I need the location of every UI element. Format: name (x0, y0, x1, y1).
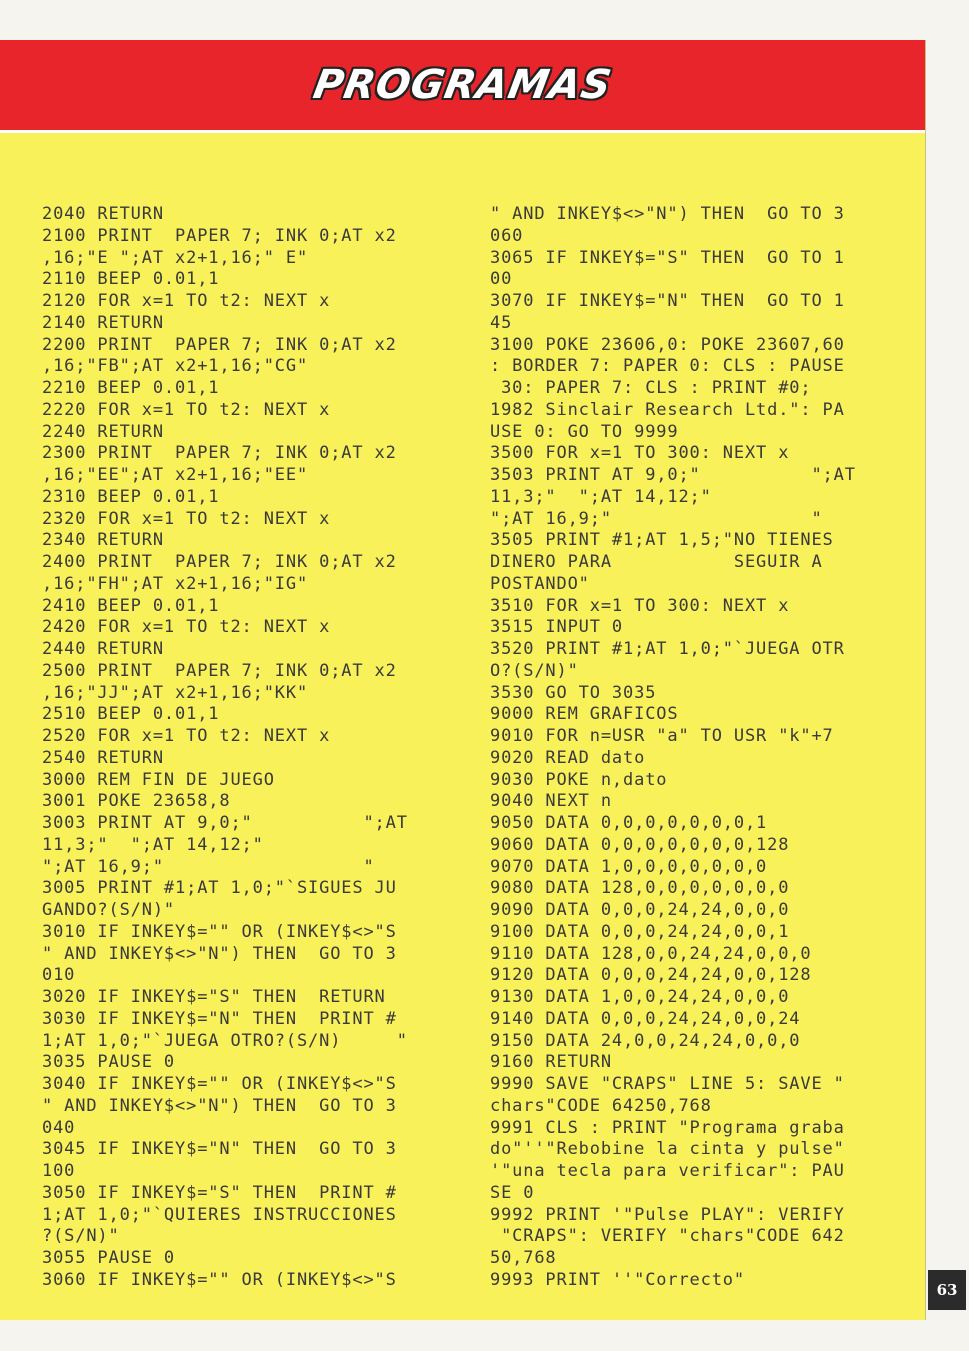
code-line: 2540 RETURN (42, 747, 164, 768)
code-line: 2100 PRINT PAPER 7; INK 0;AT x2 (42, 225, 397, 246)
magazine-page (0, 40, 926, 1320)
code-line: 3055 PAUSE 0 (42, 1248, 176, 1268)
code-line: 9040 NEXT n (490, 791, 612, 812)
code-line: 9050 DATA 0,0,0,0,0,0,0,1 (490, 813, 768, 833)
code-line: 9991 CLS : PRINT "Programa graba (490, 1117, 845, 1138)
code-line: 3100 POKE 23606,0: POKE 23607,60 (490, 334, 845, 355)
code-line: 1;AT 1,0;"`QUIERES INSTRUCCIONES (42, 1204, 397, 1225)
code-line: 30: PAPER 7: CLS : PRINT #0; (490, 378, 812, 398)
code-line: 9120 DATA 0,0,0,24,24,0,0,128 (490, 965, 812, 986)
code-line: 3040 IF INKEY$="" OR (INKEY$<>"S (42, 1074, 397, 1094)
code-line: ";AT 16,9;" " (42, 856, 375, 877)
code-line: 9140 DATA 0,0,0,24,24,0,0,24 (490, 1008, 801, 1029)
code-line: 3503 PRINT AT 9,0;" ";AT (490, 465, 856, 485)
code-line: 50,768 (490, 1248, 557, 1268)
code-line: USE 0: GO TO 9999 (490, 421, 679, 442)
code-line: : BORDER 7: PAPER 0: CLS : PAUSE (490, 356, 845, 377)
code-line: chars"CODE 64250,768 (490, 1095, 712, 1116)
listing-column-right (490, 204, 915, 1292)
code-line: 9130 DATA 1,0,0,24,24,0,0,0 (490, 987, 790, 1007)
code-line: 9030 POKE n,dato (490, 769, 668, 790)
code-line: 2340 RETURN (42, 530, 164, 551)
code-line: 2200 PRINT PAPER 7; INK 0;AT x2 (42, 334, 397, 355)
code-line: 100 (42, 1161, 76, 1181)
code-line: 3005 PRINT #1;AT 1,0;"`SIGUES JU (42, 878, 397, 899)
code-line: '"una tecla para verificar": PAU (490, 1161, 845, 1181)
code-line: 010 (42, 965, 76, 986)
section-title: PROGRAMAS (309, 62, 616, 108)
code-line: 2410 BEEP 0.01,1 (42, 595, 220, 616)
code-line: 9990 SAVE "CRAPS" LINE 5: SAVE " (490, 1074, 845, 1094)
code-line: 3520 PRINT #1;AT 1,0;"`JUEGA OTR (490, 639, 845, 659)
page-number: 63 (928, 1270, 966, 1310)
code-line: 45 (490, 312, 513, 333)
code-line: "CRAPS": VERIFY "chars"CODE 642 (490, 1226, 845, 1247)
code-line: 11,3;" ";AT 14,12;" (490, 486, 712, 507)
code-line: 3000 REM FIN DE JUEGO (42, 769, 275, 790)
code-line: ,16;"FB";AT x2+1,16;"CG" (42, 356, 309, 377)
code-line: GANDO?(S/N)" (42, 900, 176, 920)
code-line: 2520 FOR x=1 TO t2: NEXT x (42, 726, 331, 746)
code-line: 2420 FOR x=1 TO t2: NEXT x (42, 617, 331, 638)
code-line: 9060 DATA 0,0,0,0,0,0,0,128 (490, 834, 790, 855)
code-line: 1982 Sinclair Research Ltd.": PA (490, 399, 845, 420)
code-line: 2210 BEEP 0.01,1 (42, 378, 220, 398)
code-line: 3510 FOR x=1 TO 300: NEXT x (490, 595, 790, 616)
code-line: 060 (490, 225, 524, 246)
code-line: 2440 RETURN (42, 639, 164, 659)
code-line: 1;AT 1,0;"`JUEGA OTRO?(S/N) " (42, 1030, 408, 1051)
code-line: 9992 PRINT '"Pulse PLAY": VERIFY (490, 1204, 845, 1225)
code-line: 2320 FOR x=1 TO t2: NEXT x (42, 508, 331, 529)
code-line: do"''"Rebobine la cinta y pulse" (490, 1139, 845, 1160)
code-line: 2220 FOR x=1 TO t2: NEXT x (42, 399, 331, 420)
code-line: 2120 FOR x=1 TO t2: NEXT x (42, 291, 331, 311)
code-line: 2500 PRINT PAPER 7; INK 0;AT x2 (42, 660, 397, 681)
code-line: 2510 BEEP 0.01,1 (42, 704, 220, 725)
code-line: O?(S/N)" (490, 660, 579, 681)
code-line: ,16;"FH";AT x2+1,16;"IG" (42, 573, 309, 594)
code-line: 9150 DATA 24,0,0,24,24,0,0,0 (490, 1030, 801, 1051)
code-line: 2310 BEEP 0.01,1 (42, 486, 220, 507)
code-line: 3500 FOR x=1 TO 300: NEXT x (490, 443, 790, 464)
code-line: ,16;"EE";AT x2+1,16;"EE" (42, 465, 309, 485)
code-line: ";AT 16,9;" " (490, 508, 823, 529)
code-line: 9110 DATA 128,0,0,24,24,0,0,0 (490, 943, 812, 964)
code-line: 3060 IF INKEY$="" OR (INKEY$<>"S (42, 1269, 397, 1290)
code-line: 3065 IF INKEY$="S" THEN GO TO 1 (490, 247, 845, 268)
code-line: SE 0 (490, 1182, 535, 1203)
code-line: ,16;"E ";AT x2+1,16;" E" (42, 247, 309, 268)
code-line: 040 (42, 1117, 76, 1138)
code-line: 9070 DATA 1,0,0,0,0,0,0,0 (490, 856, 768, 877)
code-line: 11,3;" ";AT 14,12;" (42, 834, 264, 855)
code-line: 9993 PRINT ''"Correcto" (490, 1269, 745, 1290)
listing-column-left (42, 204, 462, 1292)
code-line: 3003 PRINT AT 9,0;" ";AT (42, 813, 408, 833)
code-line: 3020 IF INKEY$="S" THEN RETURN (42, 987, 386, 1007)
code-line: " AND INKEY$<>"N") THEN GO TO 3 (490, 204, 845, 224)
code-line: 3530 GO TO 3035 (490, 682, 657, 703)
code-line: 2400 PRINT PAPER 7; INK 0;AT x2 (42, 552, 397, 572)
code-line: 2300 PRINT PAPER 7; INK 0;AT x2 (42, 443, 397, 464)
code-line: 2140 RETURN (42, 312, 164, 333)
section-banner (0, 40, 925, 133)
code-line: 9010 FOR n=USR "a" TO USR "k"+7 (490, 726, 834, 746)
code-line: 9020 READ dato (490, 747, 646, 768)
code-line: 9000 REM GRAFICOS (490, 704, 679, 725)
code-line: 3045 IF INKEY$="N" THEN GO TO 3 (42, 1139, 397, 1160)
code-line: 2040 RETURN (42, 204, 164, 224)
code-line: ?(S/N)" (42, 1226, 120, 1247)
code-line: ,16;"JJ";AT x2+1,16;"KK" (42, 682, 309, 703)
code-line: 9100 DATA 0,0,0,24,24,0,0,1 (490, 921, 790, 942)
code-line: 3505 PRINT #1;AT 1,5;"NO TIENES (490, 530, 834, 551)
code-line: DINERO PARA SEGUIR A (490, 552, 823, 572)
code-line: 3001 POKE 23658,8 (42, 791, 231, 812)
code-line: 9080 DATA 128,0,0,0,0,0,0,0 (490, 878, 790, 899)
code-line: 2240 RETURN (42, 421, 164, 442)
code-line: " AND INKEY$<>"N") THEN GO TO 3 (42, 1095, 397, 1116)
code-line: 9160 RETURN (490, 1052, 612, 1073)
code-line: 3030 IF INKEY$="N" THEN PRINT # (42, 1008, 397, 1029)
code-line: 3035 PAUSE 0 (42, 1052, 176, 1073)
code-line: 2110 BEEP 0.01,1 (42, 269, 220, 290)
code-line: 3050 IF INKEY$="S" THEN PRINT # (42, 1182, 397, 1203)
code-line: 9090 DATA 0,0,0,24,24,0,0,0 (490, 900, 790, 920)
code-line: 00 (490, 269, 513, 290)
code-line: " AND INKEY$<>"N") THEN GO TO 3 (42, 943, 397, 964)
code-line: POSTANDO" (490, 573, 590, 594)
code-line: 3515 INPUT 0 (490, 617, 624, 638)
code-line: 3010 IF INKEY$="" OR (INKEY$<>"S (42, 921, 397, 942)
code-line: 3070 IF INKEY$="N" THEN GO TO 1 (490, 291, 845, 311)
